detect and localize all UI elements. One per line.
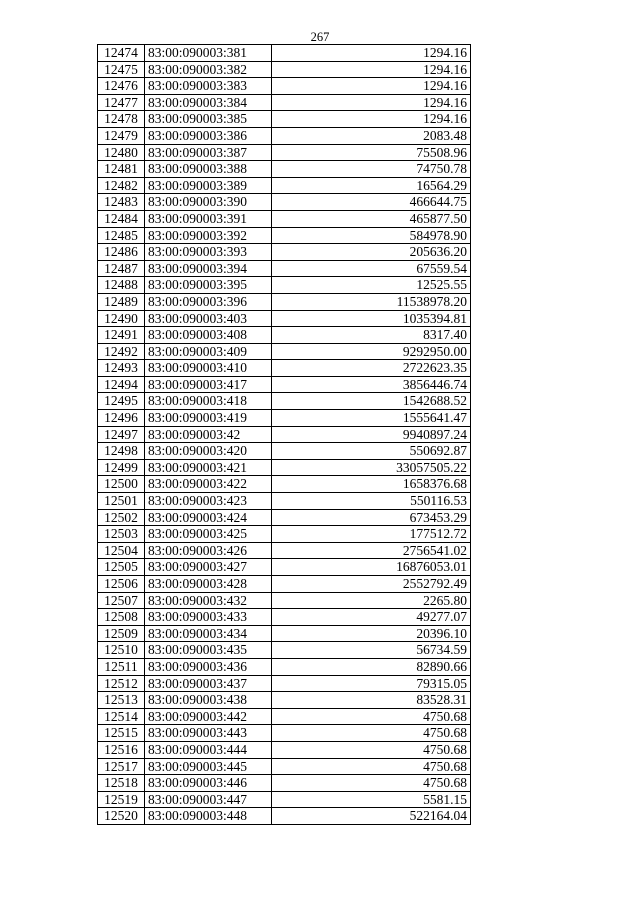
- cadastral-number-cell: 83:00:090003:42: [145, 426, 272, 443]
- value-cell: 82890.66: [272, 658, 471, 675]
- value-cell: 4750.68: [272, 741, 471, 758]
- value-cell: 465877.50: [272, 210, 471, 227]
- row-number-cell: 12481: [98, 161, 145, 178]
- table-row: [98, 244, 471, 261]
- table-row: [98, 393, 471, 410]
- value-cell: 2265.80: [272, 592, 471, 609]
- row-number-cell: 12485: [98, 227, 145, 244]
- value-cell: 16876053.01: [272, 559, 471, 576]
- value-cell: 1542688.52: [272, 393, 471, 410]
- table-row: [98, 658, 471, 675]
- value-cell: 74750.78: [272, 161, 471, 178]
- table-row: [98, 277, 471, 294]
- value-cell: 4750.68: [272, 758, 471, 775]
- row-number-cell: 12514: [98, 708, 145, 725]
- cadastral-number-cell: 83:00:090003:437: [145, 675, 272, 692]
- value-cell: 522164.04: [272, 808, 471, 825]
- cadastral-number-cell: 83:00:090003:426: [145, 542, 272, 559]
- value-cell: 67559.54: [272, 260, 471, 277]
- table-row: [98, 45, 471, 62]
- page-number: 267: [310, 30, 330, 44]
- value-cell: 56734.59: [272, 642, 471, 659]
- cadastral-number-cell: 83:00:090003:445: [145, 758, 272, 775]
- cadastral-number-cell: 83:00:090003:433: [145, 609, 272, 626]
- table-row: [98, 592, 471, 609]
- cadastral-number-cell: 83:00:090003:392: [145, 227, 272, 244]
- row-number-cell: 12492: [98, 343, 145, 360]
- value-cell: 75508.96: [272, 144, 471, 161]
- row-number-cell: 12505: [98, 559, 145, 576]
- row-number-cell: 12484: [98, 210, 145, 227]
- table-row: [98, 542, 471, 559]
- value-cell: 16564.29: [272, 177, 471, 194]
- table-row: [98, 210, 471, 227]
- value-cell: 1294.16: [272, 61, 471, 78]
- value-cell: 5581.15: [272, 791, 471, 808]
- row-number-cell: 12508: [98, 609, 145, 626]
- value-cell: 12525.55: [272, 277, 471, 294]
- cadastral-number-cell: 83:00:090003:382: [145, 61, 272, 78]
- table-row: [98, 260, 471, 277]
- table-row: [98, 410, 471, 427]
- table-row: [98, 526, 471, 543]
- row-number-cell: 12503: [98, 526, 145, 543]
- value-cell: 2722623.35: [272, 360, 471, 377]
- row-number-cell: 12494: [98, 376, 145, 393]
- row-number-cell: 12517: [98, 758, 145, 775]
- value-cell: 1294.16: [272, 94, 471, 111]
- cadastral-number-cell: 83:00:090003:395: [145, 277, 272, 294]
- row-number-cell: 12512: [98, 675, 145, 692]
- cadastral-number-cell: 83:00:090003:447: [145, 791, 272, 808]
- table-row: [98, 609, 471, 626]
- table-row: [98, 459, 471, 476]
- row-number-cell: 12520: [98, 808, 145, 825]
- cadastral-number-cell: 83:00:090003:436: [145, 658, 272, 675]
- row-number-cell: 12477: [98, 94, 145, 111]
- cadastral-number-cell: 83:00:090003:410: [145, 360, 272, 377]
- value-cell: 83528.31: [272, 692, 471, 709]
- row-number-cell: 12518: [98, 775, 145, 792]
- cadastral-number-cell: 83:00:090003:388: [145, 161, 272, 178]
- table-row: [98, 343, 471, 360]
- table-row: [98, 61, 471, 78]
- row-number-cell: 12475: [98, 61, 145, 78]
- cadastral-number-cell: 83:00:090003:428: [145, 576, 272, 593]
- row-number-cell: 12504: [98, 542, 145, 559]
- row-number-cell: 12488: [98, 277, 145, 294]
- value-cell: 9940897.24: [272, 426, 471, 443]
- row-number-cell: 12483: [98, 194, 145, 211]
- cadastral-number-cell: 83:00:090003:381: [145, 45, 272, 62]
- cadastral-number-cell: 83:00:090003:423: [145, 493, 272, 510]
- table-row: [98, 227, 471, 244]
- row-number-cell: 12502: [98, 509, 145, 526]
- value-cell: 9292950.00: [272, 343, 471, 360]
- cadastral-number-cell: 83:00:090003:409: [145, 343, 272, 360]
- value-cell: 1035394.81: [272, 310, 471, 327]
- value-cell: 4750.68: [272, 775, 471, 792]
- table-row: [98, 127, 471, 144]
- table-row: [98, 376, 471, 393]
- value-cell: 2083.48: [272, 127, 471, 144]
- table-row: [98, 360, 471, 377]
- table-row: [98, 725, 471, 742]
- table-row: [98, 476, 471, 493]
- value-cell: 550692.87: [272, 443, 471, 460]
- table-row: [98, 692, 471, 709]
- table-row: [98, 177, 471, 194]
- table-row: [98, 111, 471, 128]
- row-number-cell: 12482: [98, 177, 145, 194]
- value-cell: 1294.16: [272, 45, 471, 62]
- value-cell: 3856446.74: [272, 376, 471, 393]
- value-cell: 177512.72: [272, 526, 471, 543]
- value-cell: 8317.40: [272, 327, 471, 344]
- row-number-cell: 12491: [98, 327, 145, 344]
- value-cell: 205636.20: [272, 244, 471, 261]
- row-number-cell: 12513: [98, 692, 145, 709]
- cadastral-number-cell: 83:00:090003:390: [145, 194, 272, 211]
- table-row: [98, 144, 471, 161]
- cadastral-number-cell: 83:00:090003:443: [145, 725, 272, 742]
- row-number-cell: 12487: [98, 260, 145, 277]
- row-number-cell: 12478: [98, 111, 145, 128]
- value-cell: 673453.29: [272, 509, 471, 526]
- table-row: [98, 293, 471, 310]
- table-row: [98, 78, 471, 95]
- value-cell: 1294.16: [272, 111, 471, 128]
- table-row: [98, 509, 471, 526]
- table-row: [98, 559, 471, 576]
- table-row: [98, 426, 471, 443]
- cadastral-number-cell: 83:00:090003:420: [145, 443, 272, 460]
- cadastral-number-cell: 83:00:090003:394: [145, 260, 272, 277]
- cadastral-number-cell: 83:00:090003:403: [145, 310, 272, 327]
- row-number-cell: 12489: [98, 293, 145, 310]
- cadastral-number-cell: 83:00:090003:422: [145, 476, 272, 493]
- row-number-cell: 12516: [98, 741, 145, 758]
- cadastral-number-cell: 83:00:090003:438: [145, 692, 272, 709]
- cadastral-number-cell: 83:00:090003:387: [145, 144, 272, 161]
- cadastral-number-cell: 83:00:090003:448: [145, 808, 272, 825]
- table-row: [98, 758, 471, 775]
- row-number-cell: 12498: [98, 443, 145, 460]
- row-number-cell: 12506: [98, 576, 145, 593]
- cadastral-number-cell: 83:00:090003:424: [145, 509, 272, 526]
- table-row: [98, 708, 471, 725]
- cadastral-number-cell: 83:00:090003:393: [145, 244, 272, 261]
- row-number-cell: 12501: [98, 493, 145, 510]
- row-number-cell: 12476: [98, 78, 145, 95]
- cadastral-number-cell: 83:00:090003:432: [145, 592, 272, 609]
- table-row: [98, 94, 471, 111]
- table-row: [98, 675, 471, 692]
- value-cell: 2756541.02: [272, 542, 471, 559]
- row-number-cell: 12490: [98, 310, 145, 327]
- row-number-cell: 12493: [98, 360, 145, 377]
- value-cell: 4750.68: [272, 708, 471, 725]
- row-number-cell: 12515: [98, 725, 145, 742]
- cadastral-number-cell: 83:00:090003:385: [145, 111, 272, 128]
- value-cell: 1658376.68: [272, 476, 471, 493]
- cadastral-number-cell: 83:00:090003:396: [145, 293, 272, 310]
- row-number-cell: 12486: [98, 244, 145, 261]
- value-cell: 550116.53: [272, 493, 471, 510]
- table-row: [98, 327, 471, 344]
- value-cell: 4750.68: [272, 725, 471, 742]
- cadastral-number-cell: 83:00:090003:427: [145, 559, 272, 576]
- table-row: [98, 642, 471, 659]
- row-number-cell: 12509: [98, 625, 145, 642]
- value-cell: 79315.05: [272, 675, 471, 692]
- cadastral-number-cell: 83:00:090003:419: [145, 410, 272, 427]
- table-row: [98, 194, 471, 211]
- cadastral-number-cell: 83:00:090003:446: [145, 775, 272, 792]
- table-body: [98, 45, 471, 825]
- value-cell: 11538978.20: [272, 293, 471, 310]
- table-row: [98, 310, 471, 327]
- row-number-cell: 12495: [98, 393, 145, 410]
- cadastral-number-cell: 83:00:090003:408: [145, 327, 272, 344]
- cadastral-value-table: [97, 44, 471, 825]
- row-number-cell: 12474: [98, 45, 145, 62]
- table-row: [98, 741, 471, 758]
- value-cell: 1294.16: [272, 78, 471, 95]
- value-cell: 466644.75: [272, 194, 471, 211]
- cadastral-number-cell: 83:00:090003:417: [145, 376, 272, 393]
- table-row: [98, 791, 471, 808]
- value-cell: 49277.07: [272, 609, 471, 626]
- row-number-cell: 12510: [98, 642, 145, 659]
- cadastral-number-cell: 83:00:090003:384: [145, 94, 272, 111]
- row-number-cell: 12499: [98, 459, 145, 476]
- cadastral-number-cell: 83:00:090003:418: [145, 393, 272, 410]
- cadastral-number-cell: 83:00:090003:383: [145, 78, 272, 95]
- table-row: [98, 625, 471, 642]
- table-row: [98, 775, 471, 792]
- table-row: [98, 443, 471, 460]
- cadastral-number-cell: 83:00:090003:391: [145, 210, 272, 227]
- cadastral-number-cell: 83:00:090003:444: [145, 741, 272, 758]
- row-number-cell: 12519: [98, 791, 145, 808]
- row-number-cell: 12496: [98, 410, 145, 427]
- cadastral-number-cell: 83:00:090003:421: [145, 459, 272, 476]
- row-number-cell: 12511: [98, 658, 145, 675]
- value-cell: 584978.90: [272, 227, 471, 244]
- cadastral-number-cell: 83:00:090003:435: [145, 642, 272, 659]
- row-number-cell: 12500: [98, 476, 145, 493]
- row-number-cell: 12497: [98, 426, 145, 443]
- value-cell: 20396.10: [272, 625, 471, 642]
- value-cell: 2552792.49: [272, 576, 471, 593]
- cadastral-number-cell: 83:00:090003:425: [145, 526, 272, 543]
- row-number-cell: 12479: [98, 127, 145, 144]
- cadastral-number-cell: 83:00:090003:389: [145, 177, 272, 194]
- table-row: [98, 161, 471, 178]
- cadastral-number-cell: 83:00:090003:386: [145, 127, 272, 144]
- value-cell: 33057505.22: [272, 459, 471, 476]
- row-number-cell: 12480: [98, 144, 145, 161]
- table-row: [98, 576, 471, 593]
- row-number-cell: 12507: [98, 592, 145, 609]
- cadastral-number-cell: 83:00:090003:434: [145, 625, 272, 642]
- cadastral-number-cell: 83:00:090003:442: [145, 708, 272, 725]
- table-row: [98, 493, 471, 510]
- table-row: [98, 808, 471, 825]
- value-cell: 1555641.47: [272, 410, 471, 427]
